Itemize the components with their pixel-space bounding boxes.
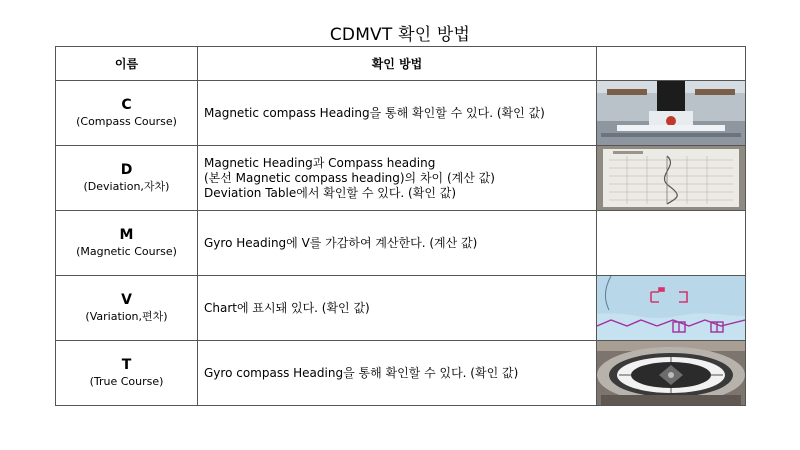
row-name: (Compass Course) bbox=[76, 115, 177, 128]
header-row bbox=[56, 47, 746, 81]
header-name: 이름 bbox=[56, 47, 198, 81]
header-method: 확인 방법 bbox=[198, 47, 597, 81]
page-title: CDMVT 확인 방법 bbox=[329, 25, 471, 45]
deviation-table-photo bbox=[597, 146, 745, 210]
table-row bbox=[56, 146, 746, 211]
table-row bbox=[56, 341, 746, 406]
compass-binnacle-photo bbox=[597, 81, 745, 145]
method-cell bbox=[198, 81, 597, 146]
table-row bbox=[56, 81, 746, 146]
row-name: (True Course) bbox=[89, 375, 164, 388]
method-line: Chart에 표시돼 있다. (확인 값) bbox=[204, 300, 370, 315]
header-image bbox=[597, 47, 746, 81]
method-cell bbox=[198, 276, 597, 341]
method-line: Magnetic Heading과 Compass heading bbox=[204, 155, 436, 170]
image-cell bbox=[597, 276, 746, 341]
row-letter: V bbox=[121, 292, 132, 308]
image-cell bbox=[597, 341, 746, 406]
code-cell bbox=[56, 81, 198, 146]
image-cell bbox=[597, 146, 746, 211]
table-row bbox=[56, 211, 746, 276]
image-cell bbox=[597, 211, 746, 276]
method-line: (본선 Magnetic compass heading)의 차이 (계산 값) bbox=[204, 170, 495, 185]
method-line: Gyro Heading에 V를 가감하여 계산한다. (계산 값) bbox=[204, 235, 478, 250]
gyro-compass-photo bbox=[597, 341, 745, 405]
method-line: Gyro compass Heading을 통해 확인할 수 있다. (확인 값) bbox=[204, 365, 519, 380]
image-cell bbox=[597, 81, 746, 146]
method-cell bbox=[198, 341, 597, 406]
cdmvt-table bbox=[55, 46, 746, 406]
nautical-chart-photo bbox=[597, 276, 745, 340]
row-letter: M bbox=[119, 227, 134, 243]
method-line: Deviation Table에서 확인할 수 있다. (확인 값) bbox=[204, 185, 457, 200]
table-row bbox=[56, 276, 746, 341]
code-cell bbox=[56, 276, 198, 341]
row-name: (Magnetic Course) bbox=[76, 245, 177, 258]
row-name: (Deviation,자차) bbox=[83, 180, 170, 193]
row-name: (Variation,편차) bbox=[85, 310, 168, 323]
method-line: Magnetic compass Heading을 통해 확인할 수 있다. (확인 값) bbox=[204, 105, 545, 120]
row-letter: C bbox=[121, 97, 132, 113]
row-letter: D bbox=[120, 162, 133, 178]
code-cell bbox=[56, 211, 198, 276]
method-cell bbox=[198, 146, 597, 211]
row-letter: T bbox=[121, 357, 132, 373]
code-cell bbox=[56, 146, 198, 211]
code-cell bbox=[56, 341, 198, 406]
method-cell bbox=[198, 211, 597, 276]
